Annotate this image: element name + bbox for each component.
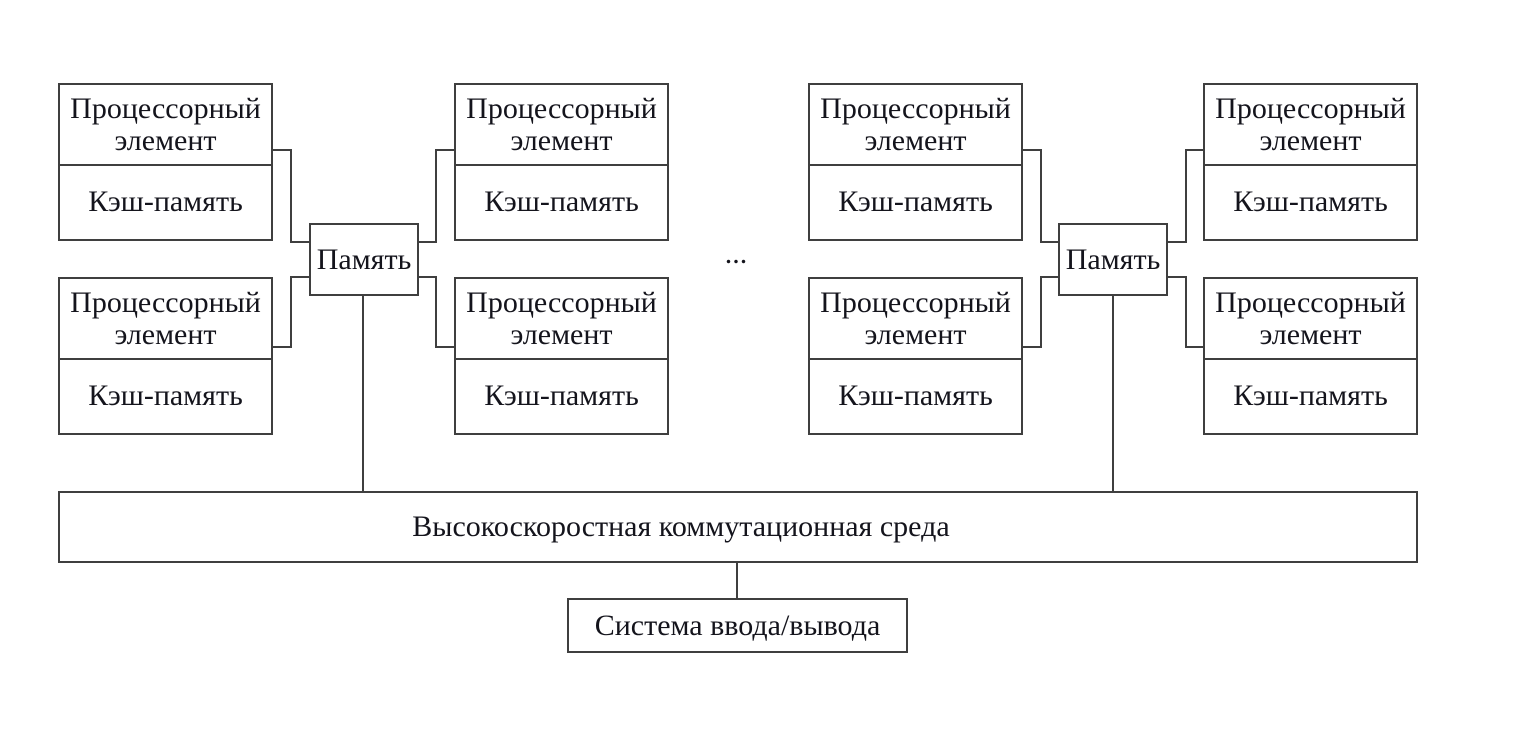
connector-line-h bbox=[435, 149, 454, 151]
cache-memory-label: Кэш-память bbox=[484, 184, 639, 218]
memory-to-bus-line bbox=[362, 296, 364, 491]
memory-box bbox=[1058, 223, 1168, 296]
connector-line-v bbox=[1185, 149, 1187, 243]
connector-line-h bbox=[1040, 276, 1058, 278]
connector-line-h bbox=[1040, 241, 1058, 243]
io-system-label: Система ввода/вывода bbox=[594, 608, 881, 642]
memory-label: Память bbox=[316, 242, 412, 276]
connector-line-h bbox=[290, 241, 309, 243]
processor-element-box bbox=[456, 85, 667, 166]
cache-memory-label: Кэш-память bbox=[1233, 184, 1388, 218]
processor-element-box bbox=[1205, 279, 1416, 360]
connector-line-v bbox=[1185, 276, 1187, 348]
connector-line-v bbox=[435, 276, 437, 348]
switch-fabric-box bbox=[58, 491, 1418, 563]
pe-unit bbox=[1203, 277, 1418, 435]
ellipsis: ... bbox=[724, 237, 748, 270]
cache-memory-box bbox=[456, 166, 667, 237]
connector-line-h bbox=[1185, 346, 1203, 348]
processor-element-box bbox=[60, 85, 271, 166]
cache-memory-label: Кэш-память bbox=[1233, 378, 1388, 412]
pe-unit bbox=[454, 277, 669, 435]
processor-element-label: Процессорный элемент bbox=[70, 285, 261, 351]
processor-element-box bbox=[1205, 85, 1416, 166]
processor-element-box bbox=[60, 279, 271, 360]
cache-memory-box bbox=[1205, 166, 1416, 237]
processor-element-label: Процессорный элемент bbox=[1215, 285, 1406, 351]
cache-memory-label: Кэш-память bbox=[484, 378, 639, 412]
processor-element-label: Процессорный элемент bbox=[466, 91, 657, 157]
cache-memory-box bbox=[810, 360, 1021, 431]
processor-element-label: Процессорный элемент bbox=[70, 91, 261, 157]
processor-element-box bbox=[456, 279, 667, 360]
connector-line-v bbox=[435, 149, 437, 243]
connector-line-h bbox=[1166, 276, 1187, 278]
pe-unit bbox=[454, 83, 669, 241]
pe-unit bbox=[808, 277, 1023, 435]
processor-element-label: Процессорный элемент bbox=[820, 285, 1011, 351]
cache-memory-box bbox=[456, 360, 667, 431]
connector-line-h bbox=[271, 346, 292, 348]
cache-memory-box bbox=[810, 166, 1021, 237]
connector-line-h bbox=[435, 346, 454, 348]
processor-element-label: Процессорный элемент bbox=[466, 285, 657, 351]
cache-memory-box bbox=[1205, 360, 1416, 431]
pe-unit bbox=[808, 83, 1023, 241]
cache-memory-box bbox=[60, 166, 271, 237]
processor-element-label: Процессорный элемент bbox=[820, 91, 1011, 157]
pe-unit bbox=[58, 277, 273, 435]
pe-unit bbox=[1203, 83, 1418, 241]
connector-line-v bbox=[290, 149, 292, 243]
memory-box bbox=[309, 223, 419, 296]
cache-memory-label: Кэш-память bbox=[838, 378, 993, 412]
processor-element-label: Процессорный элемент bbox=[1215, 91, 1406, 157]
cache-memory-box bbox=[60, 360, 271, 431]
connector-line-h bbox=[1021, 149, 1042, 151]
connector-line-h bbox=[271, 149, 292, 151]
memory-to-bus-line bbox=[1112, 296, 1114, 491]
connector-line-h bbox=[290, 276, 309, 278]
processor-element-box bbox=[810, 279, 1021, 360]
connector-line-h bbox=[1185, 149, 1203, 151]
connector-line-v bbox=[1040, 149, 1042, 243]
connector-line-v bbox=[290, 276, 292, 348]
pe-unit bbox=[58, 83, 273, 241]
cache-memory-label: Кэш-память bbox=[838, 184, 993, 218]
connector-line-h bbox=[1166, 241, 1187, 243]
cache-memory-label: Кэш-память bbox=[88, 184, 243, 218]
io-system-box bbox=[567, 598, 908, 653]
switch-fabric-label: Высокоскоростная коммутационная среда bbox=[412, 510, 950, 543]
memory-label: Память bbox=[1065, 242, 1161, 276]
connector-line-v bbox=[1040, 276, 1042, 348]
processor-element-box bbox=[810, 85, 1021, 166]
cache-memory-label: Кэш-память bbox=[88, 378, 243, 412]
bus-to-io-line bbox=[736, 563, 738, 598]
connector-line-h bbox=[1021, 346, 1042, 348]
